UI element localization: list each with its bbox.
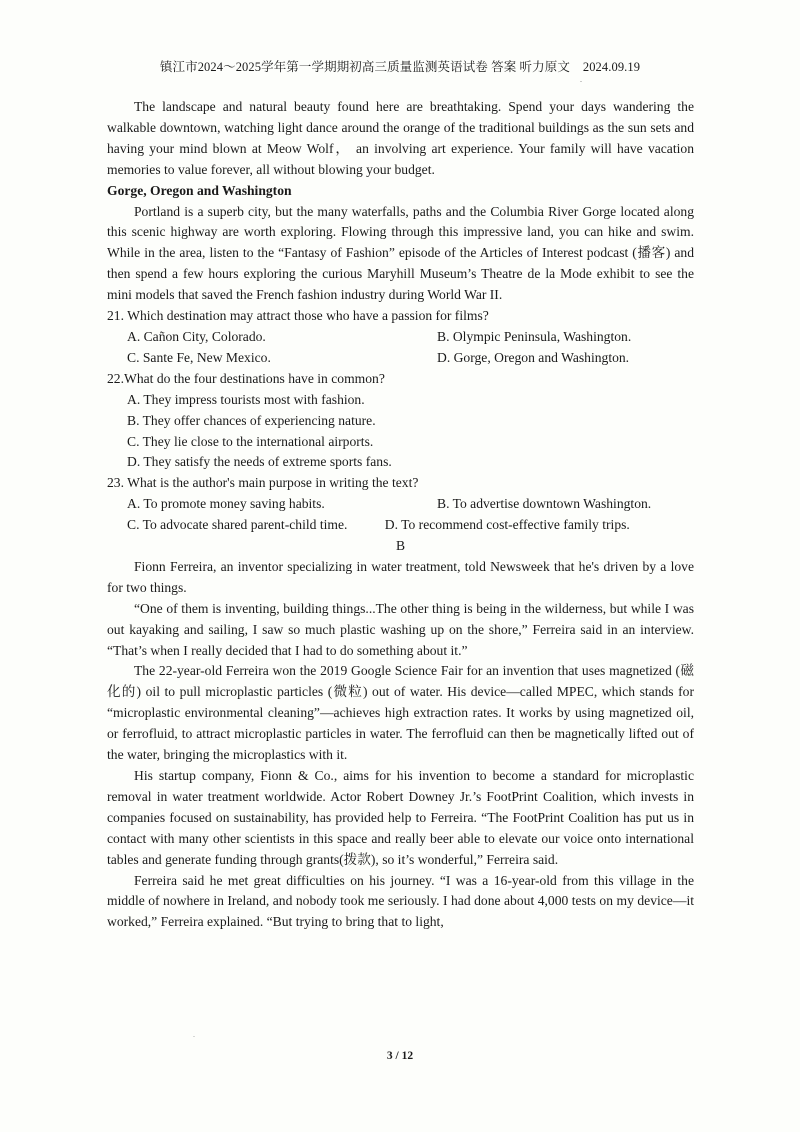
paragraph-b2: “One of them is inventing, building things...The other thing is being in the wilderness, but while I was out kayaking and sailing, I saw so much plastic washing up on the shore,” Ferreira said in an interview. “That’s when I really decided that I had to do something about it.”	[107, 600, 694, 658]
paragraph-b5: Ferreira said he met great difficulties on his journey. “I was a 16-year-old from this village in the middle of nowhere in Ireland, and nobody took me seriously. I had done about 4,000 tests on my device—it worked,” Ferreira explained. “But trying to bring that to light,	[107, 872, 694, 930]
heading-gorge: Gorge, Oregon and Washington	[107, 182, 292, 198]
paragraph-landscape: The landscape and natural beauty found here are breathtaking. Spend your days wandering the walkable downtown, watching light dance around the orange of the traditional buildings as the sun sets and having your mind blown at Meow Wolf， an involving art experience. Your family will have vacation memories to value forever, all without blowing your budget.	[107, 99, 694, 177]
question-22	[107, 369, 694, 474]
option-row	[107, 494, 694, 515]
paragraph-portland: Portland is a superb city, but the many waterfalls, paths and the Columbia River Gorge located along this scenic highway are worth exploring. Flowing through this impressive land, you can hike and swim. While in the area, listen to the “Fantasy of Fashion” episode of the Articles of Interest podcast (播客) and then spend a few hours exploring the curious Maryhill Museum’s Theatre de la Mode exhibit to see the mini models that saved the French fashion industry during World War II.	[107, 203, 694, 303]
option-row	[107, 348, 694, 369]
question-stem: 23. What is the author's main purpose in writing the text?	[107, 475, 419, 491]
option-c: C. Sante Fe, New Mexico.	[127, 349, 271, 365]
paragraph-b3: The 22-year-old Ferreira won the 2019 Google Science Fair for an invention that uses magnetized (磁化的) oil to pull microplastic particles (微粒) out of water. His device—called MPEC, which stands for “microplastic environmental cleaning”—achieves high extraction rates. It works by using magnetized oil, or ferrofluid, to attract microplastic particles in water. The ferrofluid can then be magnetically lifted out of the water, bringing the microplastics with it.	[107, 663, 694, 763]
option-d: D. They satisfy the needs of extreme sports fans.	[127, 454, 392, 470]
paragraph-b4: His startup company, Fionn & Co., aims for his invention to become a standard for microplastic removal in water treatment worldwide. Actor Robert Downey Jr.’s FootPrint Coalition, which invests in companies focused on sustainability, has provided help to Ferreira. “The FootPrint Coalition has put us in contact with many other scientists in this space and really beer able to elevate our voice onto international tables and generate funding through grants(拨款), so it’s wonderful,” Ferreira said.	[107, 768, 694, 867]
option-c: C. To advocate shared parent-child time.	[127, 517, 348, 533]
section-b-label: B	[395, 538, 406, 554]
header-date: 2024.09.19	[582, 60, 641, 74]
paragraph-b1: Fionn Ferreira, an inventor specializing in water treatment, told Newsweek that he's driven by a love for two things.	[107, 558, 694, 595]
option-cd-row	[107, 515, 694, 536]
document-body	[107, 97, 694, 933]
option-d: D. To recommend cost-effective family trips.	[384, 517, 630, 533]
option-a: A. To promote money saving habits.	[127, 496, 325, 512]
option-a: A. Cañon City, Colorado.	[127, 328, 266, 344]
page-mark: .	[193, 1030, 195, 1039]
question-21	[107, 306, 694, 369]
option-c: C. They lie close to the international airports.	[127, 433, 374, 449]
option-b: B. They offer chances of experiencing nature.	[127, 412, 376, 428]
option-b: B. To advertise downtown Washington.	[437, 496, 652, 512]
header-title: 镇江市2024～2025学年第一学期期初高三质量监测英语试卷 答案 听力原文	[159, 60, 570, 74]
question-23	[107, 473, 694, 536]
header-mark: .	[580, 75, 583, 84]
option-row	[107, 327, 694, 348]
question-stem: 22.What do the four destinations have in common?	[107, 370, 385, 386]
option-a: A. They impress tourists most with fashion.	[127, 391, 365, 407]
page-header	[0, 57, 800, 84]
option-b: B. Olympic Peninsula, Washington.	[437, 328, 632, 344]
page-number: 3 / 12	[386, 1050, 414, 1062]
option-d: D. Gorge, Oregon and Washington.	[437, 349, 630, 365]
question-stem: 21. Which destination may attract those who have a passion for films?	[107, 308, 489, 324]
